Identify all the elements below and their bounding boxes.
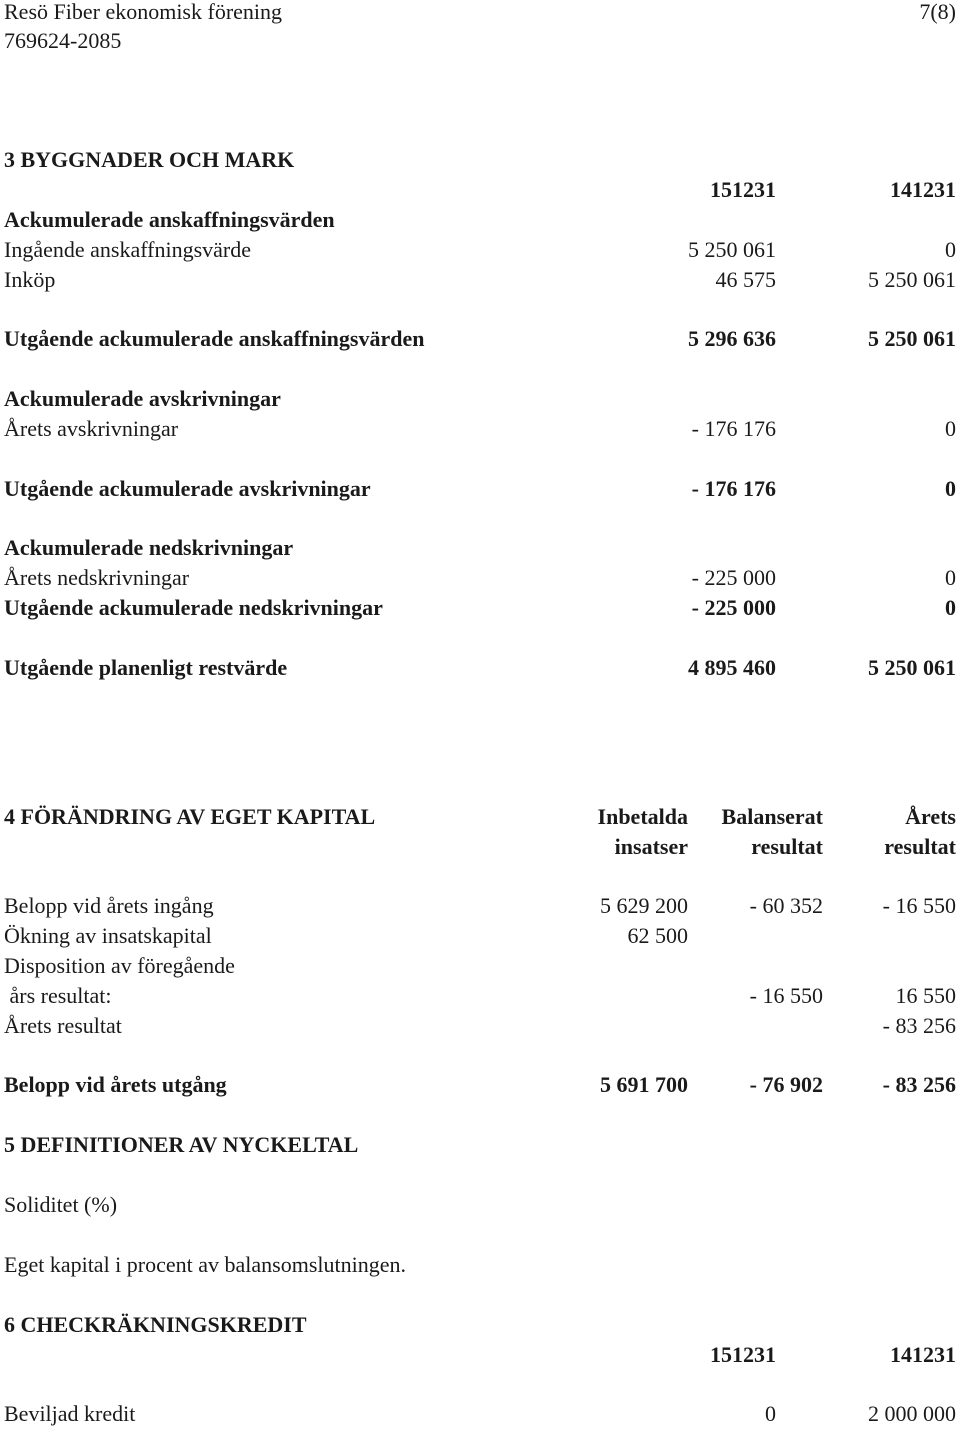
table-row [4,891,956,921]
column-header: Balanserat [721,804,823,829]
column-header-previous: 141231 [890,177,956,202]
row-value: 62 500 [627,923,688,948]
table-row [4,265,956,295]
row-value-previous: 5 250 061 [868,326,956,351]
org-number-line [4,26,956,56]
row-value: - 83 256 [882,1072,956,1097]
row-label: Ökning av insatskapital [4,923,212,948]
column-header: Årets [905,804,956,829]
note4-title-row [4,802,956,832]
row-value-current: - 225 000 [691,595,776,620]
column-header: insatser [614,834,688,859]
row-label: Årets resultat [4,1013,122,1038]
row-label: Ingående anskaffningsvärde [4,237,251,262]
table-row [4,653,956,683]
row-value: - 76 902 [749,1072,823,1097]
column-header: Inbetalda [597,804,688,829]
row-value-previous: 0 [945,595,956,620]
note3-title: 3 BYGGNADER OCH MARK [4,147,295,172]
row-value-current: 5 250 061 [688,237,776,262]
table-row [4,563,956,593]
row-value-previous: 5 250 061 [868,267,956,292]
row-value: - 16 550 [749,983,823,1008]
row-value-current: - 176 176 [691,416,776,441]
column-header-current: 151231 [710,1342,776,1367]
row-value-previous: 2 000 000 [868,1401,956,1426]
column-header-previous: 141231 [890,1342,956,1367]
row-value: 5 629 200 [600,893,688,918]
row-value-previous: 0 [945,476,956,501]
row-value: 16 550 [895,983,956,1008]
row-value: 5 691 700 [600,1072,688,1097]
row-label: Utgående planenligt restvärde [4,655,288,680]
column-header: resultat [884,834,956,859]
row-value-current: 46 575 [715,267,776,292]
note6-column-headers [4,1340,956,1370]
table-row [4,593,956,623]
table-row [4,235,956,265]
table-row [4,474,956,504]
key-ratio-term: Soliditet (%) [4,1192,118,1217]
row-value-current: 0 [765,1401,776,1426]
row-label: Beviljad kredit [4,1401,136,1426]
row-label: Belopp vid årets utgång [4,1072,227,1097]
column-header-current: 151231 [710,177,776,202]
table-row [4,921,956,951]
row-value-current: - 176 176 [691,476,776,501]
org-number: 769624-2085 [4,28,122,53]
note4-header-row2 [4,832,956,862]
row-value: - 83 256 [882,1013,956,1038]
row-label: Utgående ackumulerade anskaffningsvärden [4,326,425,351]
imp-heading: Ackumulerade nedskrivningar [4,535,294,560]
page-number: 7(8) [919,0,956,24]
row-value: - 60 352 [749,893,823,918]
row-value-previous: 0 [945,565,956,590]
row-value-previous: 5 250 061 [868,655,956,680]
row-label: Inköp [4,267,56,292]
page-header [4,0,956,27]
column-header: resultat [751,834,823,859]
row-value-current: 5 296 636 [688,326,776,351]
row-label: Utgående ackumulerade avskrivningar [4,476,371,501]
company-name: Resö Fiber ekonomisk förening [4,0,283,24]
table-row [4,324,956,354]
row-label: års resultat: [4,983,112,1008]
row-label: Belopp vid årets ingång [4,893,214,918]
note5-title: 5 DEFINITIONER AV NYCKELTAL [4,1132,359,1157]
key-ratio-definition: Eget kapital i procent av balansomslutningen. [4,1252,407,1277]
table-row [4,981,956,1011]
note4-title: 4 FÖRÄNDRING AV EGET KAPITAL [4,804,376,829]
table-row [4,1070,956,1100]
table-row [4,1011,956,1041]
row-label: Utgående ackumulerade nedskrivningar [4,595,383,620]
note6-title: 6 CHECKRÄKNINGSKREDIT [4,1312,307,1337]
row-value-current: - 225 000 [691,565,776,590]
row-value-previous: 0 [945,237,956,262]
table-row [4,1399,956,1429]
row-label: Årets avskrivningar [4,416,179,441]
row-label: Årets nedskrivningar [4,565,190,590]
note3-column-headers [4,175,956,205]
row-value: - 16 550 [882,893,956,918]
row-value-current: 4 895 460 [688,655,776,680]
row-label: Disposition av föregående [4,953,235,978]
table-row [4,951,956,981]
row-value-previous: 0 [945,416,956,441]
table-row [4,414,956,444]
acq-heading: Ackumulerade anskaffningsvärden [4,207,335,232]
dep-heading: Ackumulerade avskrivningar [4,386,281,411]
